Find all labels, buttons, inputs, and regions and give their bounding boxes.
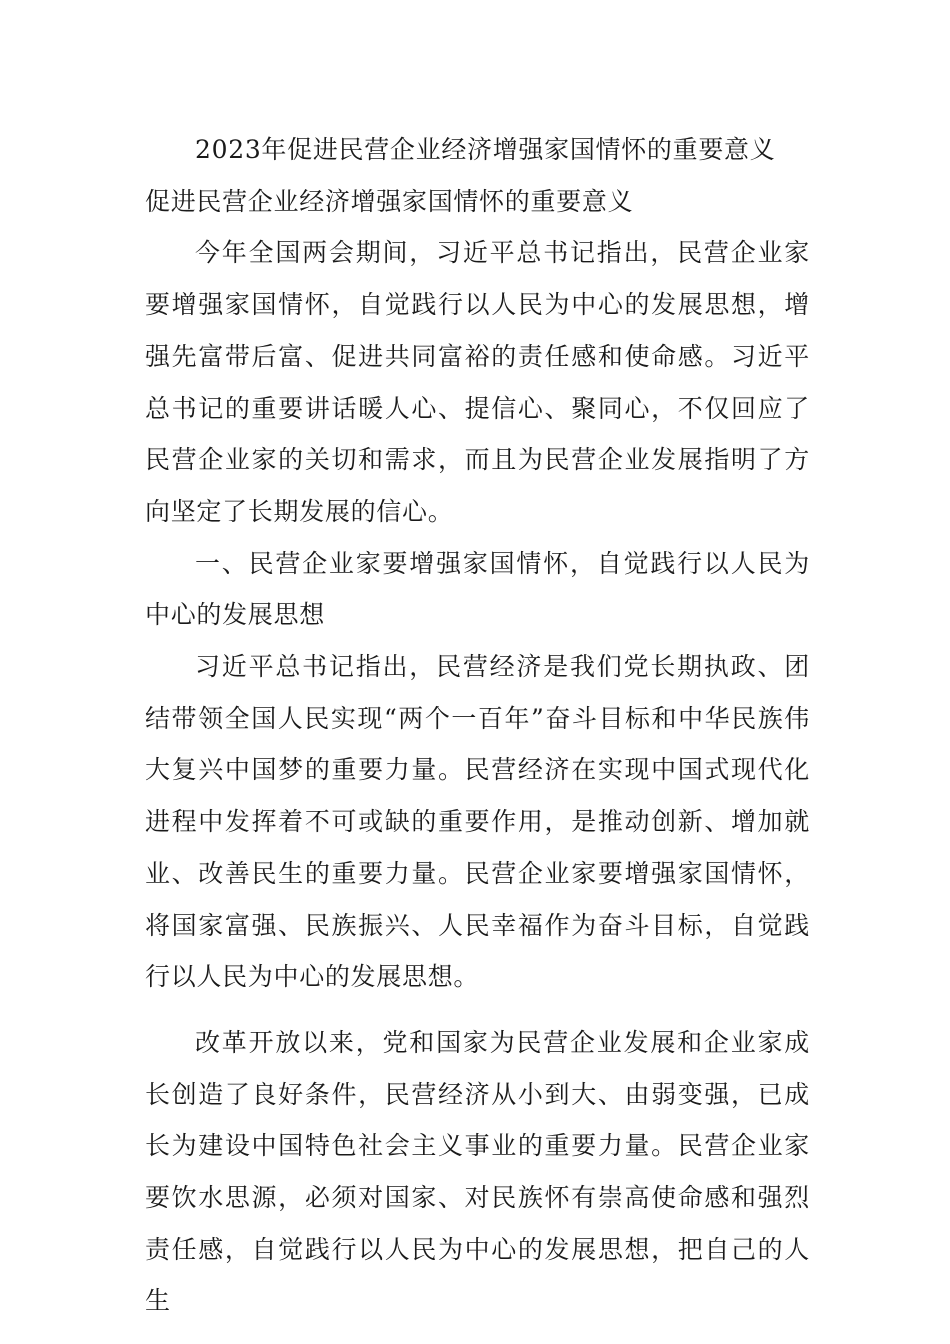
document-title: 2023年促进民营企业经济增强家国情怀的重要意义 bbox=[195, 135, 776, 164]
document-subtitle: 促进民营企业经济增强家国情怀的重要意义 bbox=[145, 186, 634, 216]
paragraph: 改革开放以来，党和国家为民营企业发展和企业家成长创造了良好条件，民营经济从小到大、由弱变强，已成长为建设中国特色社会主义事业的重要力量。民营企业家要饮水思源，必须对国家、对民族怀有崇高使命感和强烈责任感，自觉践行以人民为中心的发展思想，把自己的人生 bbox=[145, 1027, 810, 1316]
paragraph: 今年全国两会期间，习近平总书记指出，民营企业家要增强家国情怀，自觉践行以人民为中心的发展思想，增强先富带后富、促进共同富裕的责任感和使命感。习近平总书记的重要讲话暖人心、提信心、聚同心，不仅回应了民营企业家的关切和需求，而且为民营企业发展指明了方向坚定了长期发展的信心。 bbox=[145, 238, 810, 526]
document-body bbox=[145, 124, 810, 1327]
paragraph: 习近平总书记指出，民营经济是我们党长期执政、团结带领全国人民实现“两个一百年”奋斗目标和中华民族伟大复兴中国梦的重要力量。民营经济在实现中国式现代化进程中发挥着不可或缺的重要作用，是推动创新、增加就业、改善民生的重要力量。民营企业家要增强家国情怀，将国家富强、民族振兴、人民幸福作为奋斗目标，自觉践行以人民为中心的发展思想。 bbox=[145, 652, 810, 992]
section-heading: 一、民营企业家要增强家国情怀，自觉践行以人民为中心的发展思想 bbox=[145, 548, 810, 630]
